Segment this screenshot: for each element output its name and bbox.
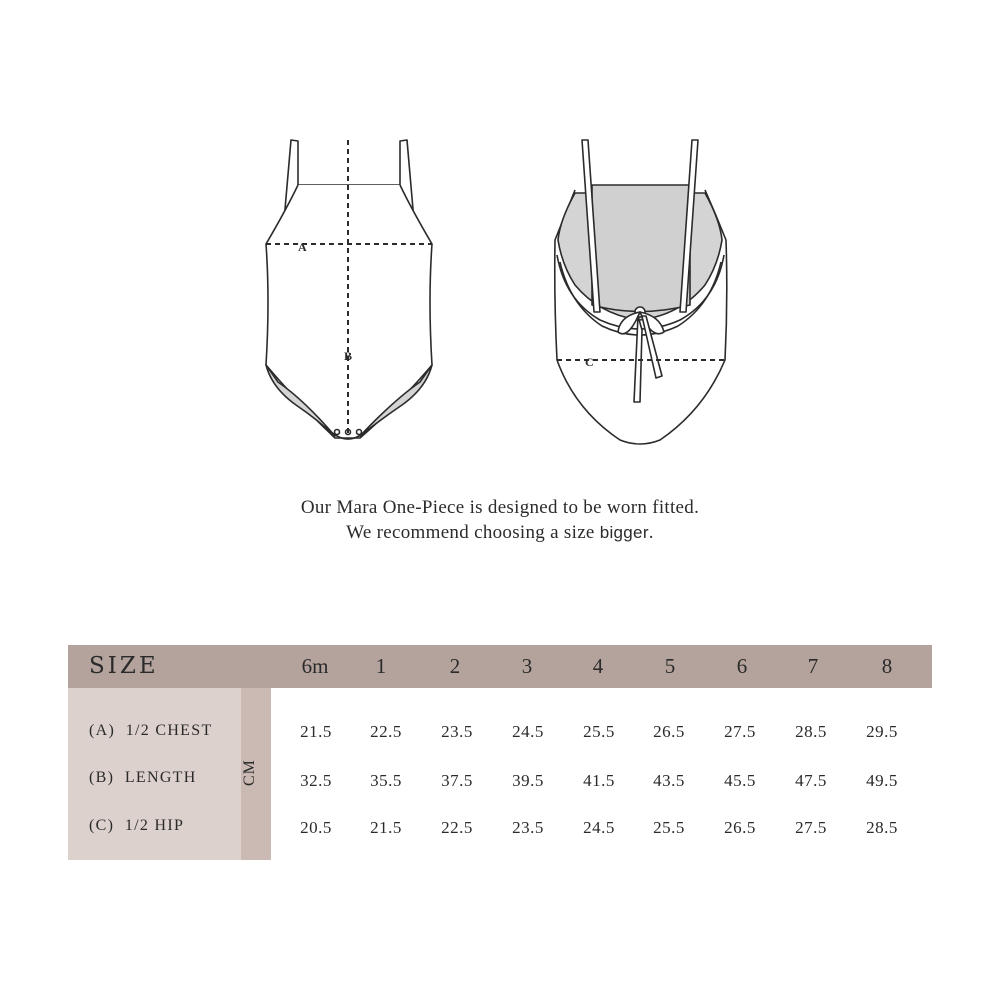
unit-column — [241, 688, 271, 860]
hip-8: 28.5 — [866, 818, 898, 837]
label-b: B — [344, 349, 353, 363]
size-header-row — [68, 645, 932, 688]
size-8: 8 — [881, 654, 893, 678]
length-5: 43.5 — [653, 771, 685, 790]
chest-8: 29.5 — [866, 722, 898, 741]
row-label-hip: (C) 1/2 HIP — [89, 817, 185, 834]
size-4: 4 — [592, 654, 604, 678]
length-4: 41.5 — [583, 771, 615, 790]
size-1: 1 — [375, 654, 387, 678]
size-6: 6 — [736, 654, 748, 678]
size-2: 2 — [449, 654, 461, 678]
chest-3: 24.5 — [512, 722, 544, 741]
size-6m: 6m — [301, 654, 329, 678]
fit-note-line2 — [0, 522, 1000, 544]
length-3: 39.5 — [512, 771, 544, 790]
hip-1: 21.5 — [370, 818, 402, 837]
front-view — [266, 140, 432, 439]
length-7: 47.5 — [795, 771, 827, 790]
hip-2: 22.5 — [441, 818, 473, 837]
chest-4: 25.5 — [583, 722, 615, 741]
fit-note-suffix: . — [648, 522, 654, 543]
chest-6m: 21.5 — [300, 722, 332, 741]
chest-6: 27.5 — [724, 722, 756, 741]
unit-label: CM — [241, 759, 258, 787]
fit-note-emphasis: bigger — [599, 523, 649, 542]
hip-6m: 20.5 — [300, 818, 332, 837]
hip-7: 27.5 — [795, 818, 827, 837]
row-label-chest: (A) 1/2 CHEST — [89, 722, 213, 739]
row-labels-column — [68, 688, 241, 860]
hip-4: 24.5 — [583, 818, 615, 837]
fit-note-line1: Our Mara One-Piece is designed to be worn fitted. — [300, 497, 700, 518]
length-1: 35.5 — [370, 771, 402, 790]
size-5: 5 — [664, 654, 676, 678]
size-header-label: SIZE — [89, 653, 159, 679]
garment-diagram — [250, 130, 750, 460]
length-6: 45.5 — [724, 771, 756, 790]
chest-2: 23.5 — [441, 722, 473, 741]
hip-3: 23.5 — [512, 818, 544, 837]
label-a: A — [298, 240, 307, 254]
size-table — [68, 645, 932, 860]
back-view — [555, 140, 727, 444]
chest-7: 28.5 — [795, 722, 827, 741]
chest-1: 22.5 — [370, 722, 402, 741]
fit-note-prefix: We recommend choosing a size — [346, 522, 600, 543]
length-6m: 32.5 — [300, 771, 332, 790]
length-8: 49.5 — [866, 771, 898, 790]
row-label-length: (B) LENGTH — [89, 769, 197, 786]
hip-6: 26.5 — [724, 818, 756, 837]
chest-5: 26.5 — [653, 722, 685, 741]
hip-5: 25.5 — [653, 818, 685, 837]
label-c: C — [585, 355, 594, 369]
size-7: 7 — [807, 654, 819, 678]
length-2: 37.5 — [441, 771, 473, 790]
size-3: 3 — [521, 654, 533, 678]
